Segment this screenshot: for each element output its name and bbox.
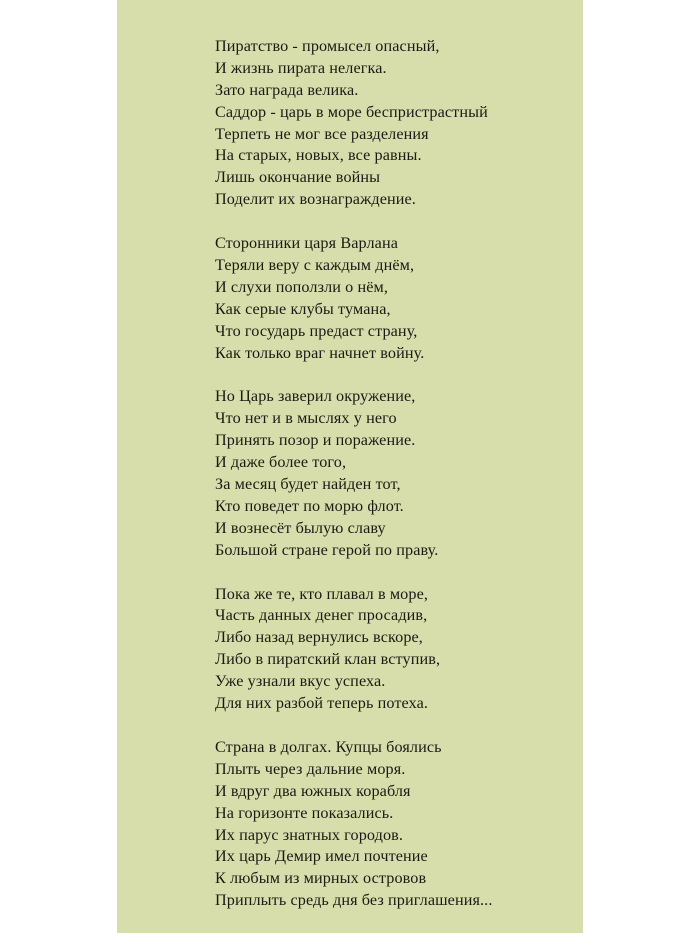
poem-line: Как только враг начнет войну. xyxy=(215,343,425,362)
stanza xyxy=(215,36,575,211)
poem-line: Их царь Демир имел почтение xyxy=(215,847,428,866)
poem-line: Сторонники царя Варлана xyxy=(215,234,398,253)
poem-line: Принять позор и поражение. xyxy=(215,431,416,450)
poem-line: На горизонте показались. xyxy=(215,803,394,822)
stanza xyxy=(215,737,575,912)
poem-line: Лишь окончание войны xyxy=(215,168,381,187)
poem-line: И жизнь пирата нелегка. xyxy=(215,58,387,77)
poem-line: Кто поведет по морю флот. xyxy=(215,496,404,515)
poem-line: Поделит их вознаграждение. xyxy=(215,190,416,209)
poem-line: Пока же те, кто плавал в море, xyxy=(215,584,429,603)
page xyxy=(117,0,583,933)
poem-line: Большой стране герой по праву. xyxy=(215,540,439,559)
stanza xyxy=(215,584,575,715)
poem-line: К любым из мирных островов xyxy=(215,869,427,888)
poem-line: Зато награда велика. xyxy=(215,80,359,99)
poem-line: Часть данных денег просадив, xyxy=(215,606,428,625)
poem-line: Приплыть средь дня без приглашения... xyxy=(215,891,493,910)
stanza xyxy=(215,233,575,364)
poem-line: Как серые клубы тумана, xyxy=(215,299,391,318)
poem xyxy=(215,36,575,933)
poem-line: Терпеть не мог все разделения xyxy=(215,124,429,143)
poem-line: Их парус знатных городов. xyxy=(215,825,404,844)
poem-line: И вознесёт былую славу xyxy=(215,518,386,537)
poem-line: За месяц будет найден тот, xyxy=(215,475,401,494)
poem-line: Либо в пиратский клан вступив, xyxy=(215,650,441,669)
poem-line: Для них разбой теперь потеха. xyxy=(215,694,429,713)
poem-line: Что государь предаст страну, xyxy=(215,321,418,340)
poem-line: Либо назад вернулись вскоре, xyxy=(215,628,423,647)
poem-line: На старых, новых, все равны. xyxy=(215,146,422,165)
poem-line: Но Царь заверил окружение, xyxy=(215,387,416,406)
poem-line: И даже более того, xyxy=(215,453,347,472)
poem-line: Саддор - царь в море беспристрастный xyxy=(215,102,488,121)
stanza xyxy=(215,386,575,561)
poem-line: Пиратство - промысел опасный, xyxy=(215,37,440,55)
poem-line: Страна в долгах. Купцы боялись xyxy=(215,737,442,756)
poem-line: Что нет и в мыслях у него xyxy=(215,409,397,428)
poem-line: Плыть через дальние моря. xyxy=(215,759,406,778)
poem-line: Теряли веру с каждым днём, xyxy=(215,256,415,275)
poem-line: И вдруг два южных корабля xyxy=(215,781,411,800)
poem-line: И слухи поползли о нём, xyxy=(215,277,389,296)
poem-line: Уже узнали вкус успеха. xyxy=(215,672,386,691)
